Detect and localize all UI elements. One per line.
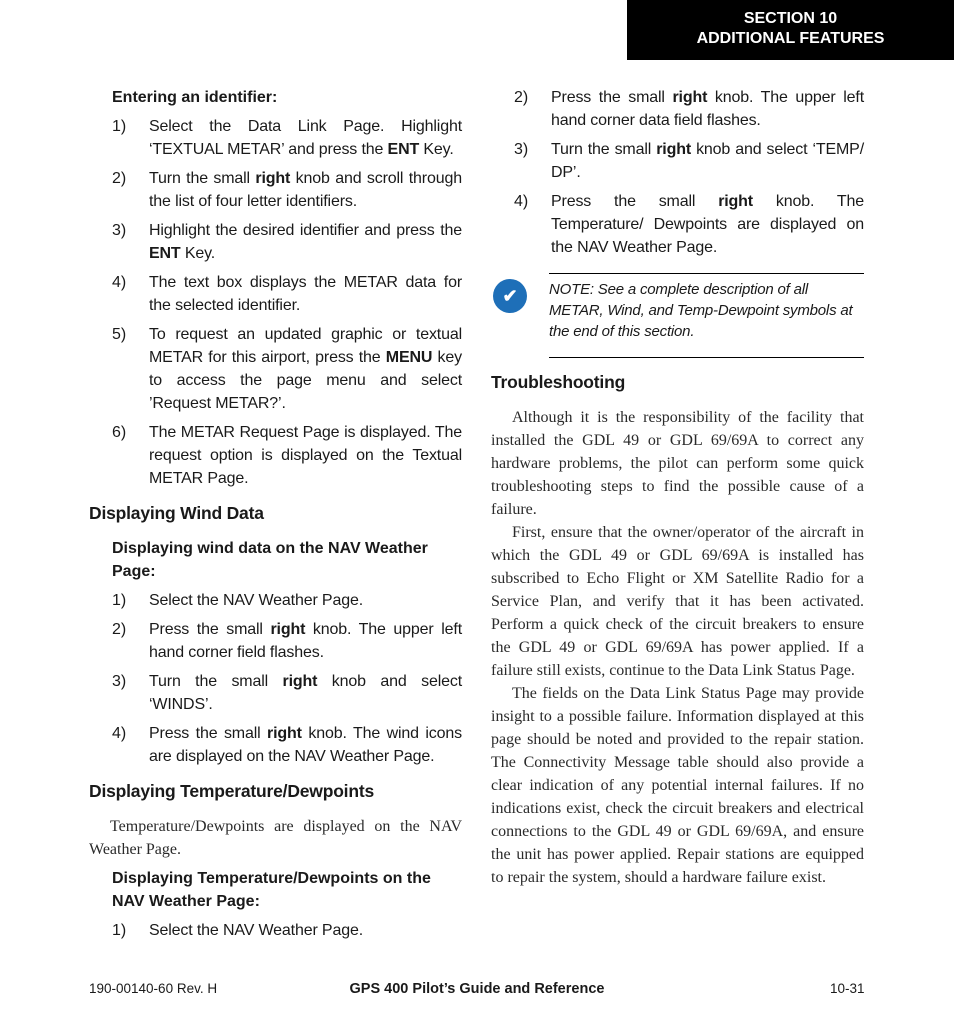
key-name: right (255, 170, 291, 187)
step-text (149, 167, 462, 213)
section-number: SECTION 10 (743, 10, 838, 27)
step-text-segment: Select the NAV Weather Page. (149, 922, 363, 939)
step-text-segment: knob. The Temperature/ Dewpoints are displayed on the NAV Weather Page. (551, 193, 864, 256)
step-text-segment: Turn the small (149, 170, 256, 187)
step-number: 4) (112, 274, 127, 291)
step-number: 3) (112, 222, 127, 239)
step-text (149, 219, 462, 265)
key-name: ENT (149, 245, 181, 262)
step-number: 2) (112, 621, 127, 638)
step-number: 4) (514, 193, 529, 210)
step-text (149, 323, 462, 415)
step-text (551, 138, 864, 184)
step-text (149, 421, 462, 490)
key-name: ENT (387, 141, 420, 158)
footer-doc-number: 190-00140-60 Rev. H (89, 981, 218, 996)
step-number: 3) (514, 141, 529, 158)
step-text (149, 589, 462, 612)
step-item (491, 190, 864, 259)
step-text-segment: Highlight the desired identifier and press the (149, 222, 462, 239)
step-text-segment: key to access the page menu and select ’Request METAR?’. (149, 349, 463, 412)
note-top-rule (549, 273, 864, 274)
step-number: 1) (112, 118, 127, 135)
step-text-segment: The METAR Request Page is displayed. The request option is displayed on the Textual METAR Page. (149, 424, 462, 487)
footer-title: GPS 400 Pilot’s Guide and Reference (349, 981, 605, 997)
step-number: 1) (112, 922, 127, 939)
step-text (149, 722, 462, 768)
step-text-segment: Press the small (551, 89, 673, 106)
step-text-segment: Turn the small (149, 673, 283, 690)
step-text (149, 670, 462, 716)
step-item (89, 919, 462, 942)
note-box (491, 273, 864, 359)
step-number: 2) (112, 170, 127, 187)
step-number: 4) (112, 725, 127, 742)
note-text: NOTE: See a complete description of all METAR, Wind, and Temp-Dewpoint symbols at the end of this section. (549, 281, 853, 340)
key-name: right (656, 141, 692, 158)
wind-subheading: Displaying wind data on the NAV Weather Page: (112, 540, 428, 580)
step-item (89, 323, 462, 415)
step-text-segment: Press the small (551, 193, 719, 210)
key-name: right (267, 725, 302, 742)
troubleshooting-paragraph: First, ensure that the owner/operator of the aircraft in which the GDL 49 or GDL 69/69A is installed has subscribed to Echo Flight or XM Satellite Radio for a Service Plan, and verify that it has been activated. Perform a quick check of the circuit breakers to ensure the GDL 49 or GDL 69/69A has power applied. If a failure still exists, continue to the Data Link Status Page. (491, 524, 864, 679)
step-item (89, 670, 462, 716)
step-item (491, 86, 864, 132)
note-bottom-rule (549, 357, 864, 358)
key-name: right (282, 673, 318, 690)
entering-identifier-heading: Entering an identifier: (112, 89, 278, 106)
entering-steps (89, 115, 462, 490)
wind-section-heading: Displaying Wind Data (89, 503, 264, 523)
step-text-segment: Turn the small (551, 141, 657, 158)
step-text-segment: Press the small (149, 725, 268, 742)
step-text-segment: knob and scroll through the list of four letter identifiers. (149, 170, 462, 210)
step-text (551, 190, 864, 259)
step-item (89, 421, 462, 490)
step-text-segment: knob and select ‘TEMP/ DP’. (551, 141, 864, 181)
wind-steps (89, 589, 462, 768)
right-column (491, 86, 864, 889)
step-item (89, 618, 462, 664)
step-item (89, 219, 462, 265)
step-number: 1) (112, 592, 127, 609)
step-number: 3) (112, 673, 127, 690)
troubleshooting-paragraph: Although it is the responsibility of the facility that installed the GDL 49 or GDL 69/69A to correct any hardware problems, the pilot can perform some quick troubleshooting steps to find the possible cause of a failure. (491, 409, 864, 518)
step-text-segment: knob. The wind icons are displayed on the NAV Weather Page. (149, 725, 463, 765)
step-text-segment: To request an updated graphic or textual METAR for this airport, press the (149, 326, 462, 366)
step-text-segment: Select the Data Link Page. Highlight ‘TEXTUAL METAR’ and press the (149, 118, 462, 158)
step-item (89, 271, 462, 317)
step-number: 5) (112, 326, 127, 343)
key-name: right (270, 621, 306, 638)
left-column (89, 86, 462, 948)
key-name: right (672, 89, 708, 106)
temp-paragraph: Temperature/Dewpoints are displayed on the NAV Weather Page. (89, 818, 462, 858)
step-item (89, 589, 462, 612)
step-text-segment: Select the NAV Weather Page. (149, 592, 363, 609)
step-text-segment: Press the small (149, 621, 271, 638)
step-text (551, 86, 864, 132)
temp-subheading: Displaying Temperature/Dewpoints on the NAV Weather Page: (112, 870, 431, 910)
step-text-segment: knob. The upper left hand corner data field flashes. (551, 89, 864, 129)
step-text-segment: Key. (419, 141, 454, 158)
footer-page-number: 10-31 (830, 981, 865, 996)
step-number: 6) (112, 424, 127, 441)
key-name: right (718, 193, 753, 210)
step-text (149, 618, 462, 664)
troubleshooting-heading: Troubleshooting (491, 372, 626, 392)
troubleshooting-paragraph: The fields on the Data Link Status Page may provide insight to a possible failure. Information displayed at this page should be noted and provided to the repair station. The Connectivity Message table should also provide a clear indication of any potential internal failures. If no indications exist, check the circuit breakers and electrical connections to the GDL 49 or GDL 69/69A, and ensure the unit has power applied. Repair stations are equipped to repair the system, should a hardware failure exist. (491, 685, 864, 886)
step-item (89, 722, 462, 768)
step-number: 2) (514, 89, 529, 106)
key-name: MENU (385, 349, 433, 366)
temp-steps (89, 919, 462, 942)
step-text-segment: The text box displays the METAR data for the selected identifier. (149, 274, 462, 314)
step-text-segment: knob. The upper left hand corner field flashes. (149, 621, 462, 661)
step-item (491, 138, 864, 184)
step-text-segment: Key. (180, 245, 216, 262)
step-text (149, 115, 462, 161)
step-item (89, 167, 462, 213)
step-text (149, 271, 462, 317)
temp-steps-continued (491, 86, 864, 259)
step-text-segment: knob and select ‘WINDS’. (149, 673, 462, 713)
step-text (149, 919, 462, 942)
checkmark-note-icon: ✔ (493, 279, 527, 313)
section-title: ADDITIONAL FEATURES (696, 30, 885, 47)
section-tab (627, 0, 954, 60)
temp-section-heading: Displaying Temperature/Dewpoints (89, 781, 374, 801)
step-item (89, 115, 462, 161)
